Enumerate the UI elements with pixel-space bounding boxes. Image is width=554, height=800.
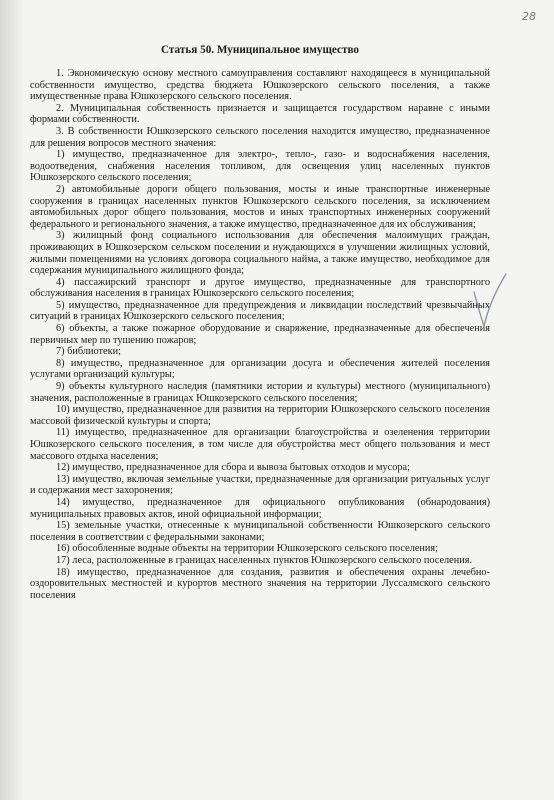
paragraph: 9) объекты культурного наследия (памятники истории и культуры) местного (муниципального) значения, расположенные в границах Юшкозерского сельского поселения; [30,381,490,404]
paragraph: 3) жилищный фонд социального использования для обеспечения малоимущих граждан, проживающих в Юшкозерском сельском поселении и нуждающихся в улучшении жилищных условий, жилыми помещениями на условиях договора социального найма, а также имущество, необходимое для содержания муниципального жилищного фонда; [30,230,490,277]
paragraph: 11) имущество, предназначенное для организации благоустройства и озеленения территории Юшкозерского сельского поселения, в том числе для обустройства мест общего пользования и мест массового отдыха населения; [30,427,490,462]
paragraph: 17) леса, расположенные в границах населенных пунктов Юшкозерского сельского поселения. [56,554,473,566]
paragraph: 10) имущество, предназначенное для развития на территории Юшкозерского сельского поселения массовой физической культуры и спорта; [30,404,490,427]
paragraph: 16) обособленные водные объекты на территории Юшкозерского сельского поселения; [56,543,439,555]
paragraph: 4) пассажирский транспорт и другое имущество, предназначенные для транспортного обслуживания населения в границах Юшкозерского сельского поселения; [30,276,490,300]
scan-edge-shadow [0,0,24,800]
paragraph: 14) имущество, предназначенное для официального опубликования (обнародования) муниципальных правовых актов, иной официальной информации; [30,496,490,520]
page-number: 28 [522,10,536,23]
paragraph: 8) имущество, предназначенное для организации досуга и обеспечения жителей поселения услугами организаций культуры; [30,357,490,381]
handwritten-check-mark-icon [470,270,510,330]
paragraph: 3. В собственности Юшкозерского сельского поселения находится имущество, предназначенное для решения вопросов местного значения: [30,125,490,149]
paragraph: 2. Муниципальная собственность признается и защищается государством наравне с иными формами собственности. [30,102,490,126]
paragraph: 1) имущество, предназначенное для электро-, тепло-, газо- и водоснабжения населения, водоотведения, снабжения населения топливом, для освещения улиц населенных пунктов Юшкозерского сельского поселения; [30,149,490,184]
paragraph: 2) автомобильные дороги общего пользования, мосты и иные транспортные инженерные сооружения в границах населенных пунктов Юшкозерского сельского поселения, за исключением автомобильных дорог общего пользования, мостов и иных транспортных инженерных сооружений федерального и регионального значения, а также имущество, предназначенное для их обслуживания; [30,183,490,230]
paragraph: 15) земельные участки, отнесенные к муниципальной собственности Юшкозерского сельского поселения в соответствии с федеральными законами; [30,520,490,543]
paragraph: 1. Экономическую основу местного самоуправления составляют находящееся в муниципальной собственности имущество, средства бюджета Юшкозерского сельского поселения, а также имущественные права Юшкозерского сельского поселения. [30,68,490,103]
paragraph: 13) имущество, включая земельные участки, предназначенные для организации ритуальных услуг и содержания мест захоронения; [30,473,490,497]
paragraph: 18) имущество, предназначенное для создания, развития и обеспечения охраны лечебно-оздоровительных местностей и курортов местного значения на территории Луссалмского сельского поселения [30,566,490,601]
article-title: Статья 50. Муниципальное имущество [160,44,360,56]
paragraph: 7) библиотеки; [56,346,121,358]
article-body [30,68,490,601]
paragraph: 5) имущество, предназначенное для предупреждения и ликвидации последствий чрезвычайных ситуаций в границах Юшкозерского сельского поселения; [30,299,490,323]
paragraph: 6) объекты, а также пожарное оборудование и снаряжение, предназначенные для обеспечения первичных мер по тушению пожаров; [30,323,490,346]
paragraph: 12) имущество, предназначенное для сбора и вывоза бытовых отходов и мусора; [56,462,410,474]
